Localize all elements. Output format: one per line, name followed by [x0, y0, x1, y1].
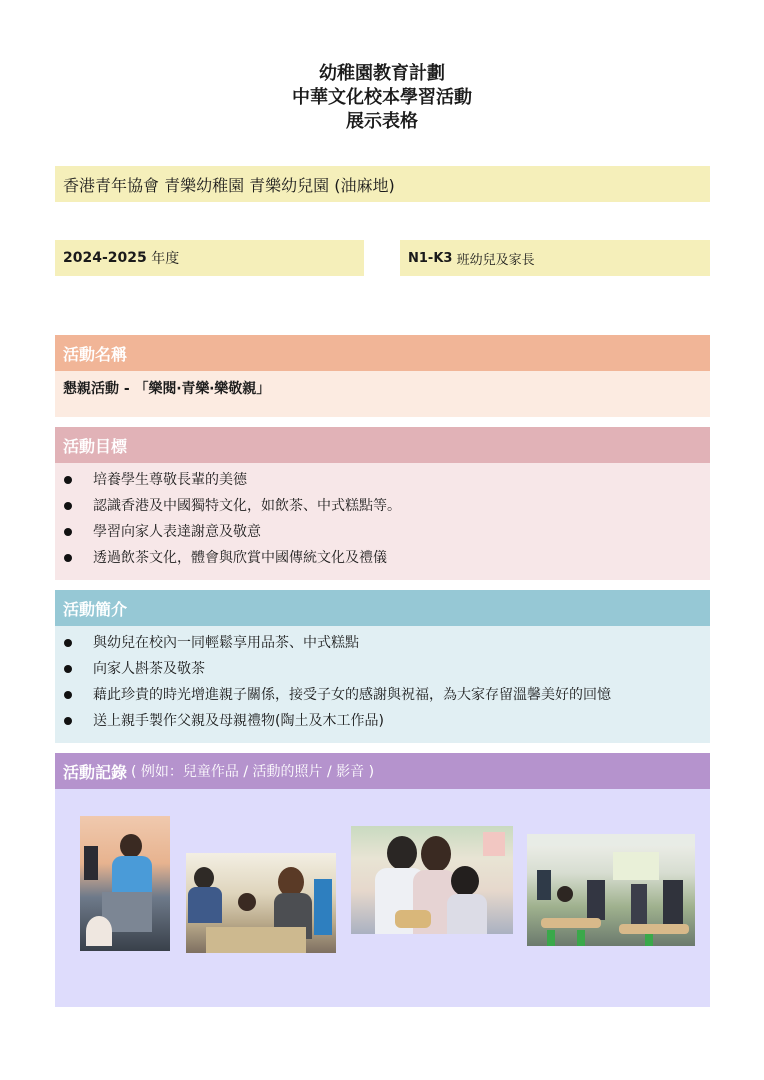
activity-photo-4 [527, 834, 695, 946]
activity-photo-1 [80, 816, 170, 951]
participants-desc: 班幼兒及家長 [452, 252, 535, 268]
title-line-3: 展示表格 [346, 111, 418, 132]
objective-item: 學習向家人表達謝意及敬意 [55, 521, 710, 547]
title-line-1: 幼稚園教育計劃 [319, 63, 445, 84]
introduction-item: 送上親手製作父親及母親禮物(陶土及木工作品) [55, 710, 710, 736]
introduction-item: 與幼兒在校內一同輕鬆享用品茶、中式糕點 [55, 632, 710, 658]
objective-item: 認識香港及中國獨特文化，如飲茶、中式糕點等。 [55, 495, 710, 521]
objectives-body [55, 463, 710, 580]
activity-name-heading: 活動名稱 [63, 344, 128, 364]
activity-name-body [55, 371, 710, 417]
records-header [55, 753, 710, 789]
introduction-list [55, 626, 710, 736]
introduction-heading: 活動簡介 [63, 599, 128, 619]
participants-class: N1-K3 [408, 250, 453, 266]
activity-name-header [55, 335, 710, 371]
activity-photo-3 [351, 826, 513, 934]
school-year-number: 2024-2025 [63, 250, 147, 266]
school-name-bar [55, 166, 710, 202]
objectives-heading: 活動目標 [63, 436, 128, 456]
school-name: 香港青年協會 青樂幼稚園 青樂幼兒園 (油麻地) [63, 175, 395, 195]
introduction-item: 藉此珍貴的時光增進親子關係，接受子女的感謝與祝福，為大家存留溫馨美好的回憶 [55, 684, 710, 710]
records-note: ( 例如：兒童作品 / 活動的照片 / 影音 ) [131, 764, 375, 780]
introduction-header [55, 590, 710, 626]
objectives-list [55, 463, 710, 573]
records-heading: 活動記錄 [63, 762, 128, 782]
document-title [0, 62, 764, 134]
introduction-body [55, 626, 710, 743]
activity-name-value: 懇親活動 - 「樂閱‧青樂‧樂敬親」 [63, 381, 271, 397]
title-line-2: 中華文化校本學習活動 [292, 87, 472, 108]
school-year-suffix: 年度 [146, 251, 180, 267]
school-year-bar [55, 240, 364, 276]
activity-photo-2 [186, 853, 336, 953]
objective-item: 培養學生尊敬長輩的美德 [55, 469, 710, 495]
introduction-item: 向家人斟茶及敬茶 [55, 658, 710, 684]
objective-item: 透過飲茶文化，體會與欣賞中國傳統文化及禮儀 [55, 547, 710, 573]
objectives-header [55, 427, 710, 463]
participants-bar [400, 240, 710, 276]
